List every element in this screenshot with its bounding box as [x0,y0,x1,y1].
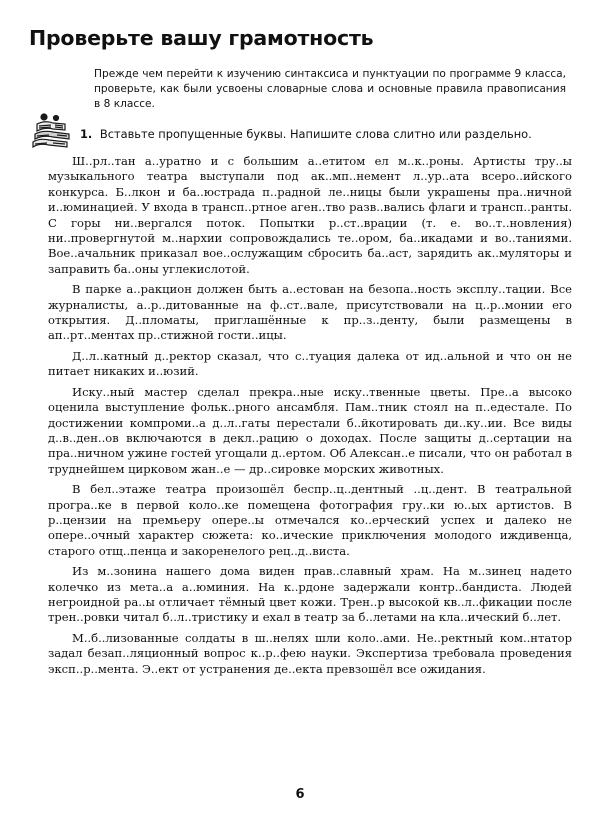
page-number: 6 [295,787,305,802]
task-number: 1. [80,127,93,141]
intro-paragraph: Прежде чем перейти к изучению синтаксиса и пунктуации по программе 9 класса, проверьте, как были усвоены словарные слова и основные правила правописания в 8 классе. [94,68,566,110]
exercise-paragraph: Иску..ный мастер сделал прекра..ные иску..твенные цветы. Пре..а высоко оценила выступление фольк..рного ансамбля. Пам..тник стоял на п..едестале. По достижении компроми..а д..л..гаты перестали б..йкотировать ди..ку..ии. Все виды д..в..ден..ов включаются в декл..рацию о доходах. После защиты д..сертации на пра..ничном ужине гостей угощали д..ертом. Об Алексан..е писали, что он работал в труднейшем цирковом жан..е — др..сировке морских животных. [48,384,572,476]
exercise-paragraph: Ш..рл..тан а..уратно и с большим а..етитом ел м..к..роны. Артисты тру..ы музыкального театра выступали под ак..мп..немент л..ур..ата всеро..ийского конкурса. Б..лкон и ба..юстрада п..радной ле..ницы были украшены пра..ничной и..юминацией. У входа в трансп..ртное аген..тво разв..вались флаги и трансп..ранты. С горы ни..вергался поток. Попытки р..ст..врации (т. е. во..т..новления) ни..провергнутой м..нархии сопровождались те..ором, ба..икадами и во..таниями. Вое..ачальник приказал вое..ослужащим сбросить ба..аст, зарядить ак..муляторы и заправить ба..оны углекислотой. [48,154,572,276]
task-text: Вставьте пропущенные буквы. Напишите слова слитно или раздельно. [99,127,532,141]
exercise-text [48,154,572,677]
exercise-paragraph: В парке а..ракцион должен быть а..естован на безопа..ность эксплу..тации. Все журналисты, а..р..дитованные на ф..ст..вале, присутствовали на ц..р..монии его открытия. Д..пломаты, приглашённые к пр..з..денту, были размещены в ап..рт..ментах пр..стижной гости..ицы. [48,282,572,343]
book-stack-icon [29,112,73,152]
exercise-paragraph: Д..л..катный д..ректор сказал, что с..туация далека от ид..альной и что он не питает никаких и..юзий. [48,348,572,379]
task-instruction [80,127,580,142]
page-title: Проверьте вашу грамотность [29,26,374,50]
exercise-paragraph: М..б..лизованные солдаты в ш..нелях шли коло..ами. Не..ректный ком..нтатор задал безап..ляционный вопрос к..р..фею науки. Экспертиза требовала проведения эксп..р..мента. Э..ект от устранения де..екта превзошёл все ожидания. [48,630,572,676]
exercise-paragraph: В бел..этаже театра произошёл беспр..ц..дентный ..ц..дент. В театральной програ..ке в первой коло..ке помещена фотография гру..ки ю..ых артистов. В р..цензии на премьеру опере..ы отмечался ко..ерческий успех и далеко не опере..очный характер сюжета: ко..ические приключения молодого иждивенца, старого отщ..пенца и закоренелого рец..д..виста. [48,482,572,558]
exercise-paragraph: Из м..зонина нашего дома виден прав..славный храм. На м..зинец надето колечко из мета..а а..юминия. На к..рдоне задержали контр..бандиста. Людей негроидной ра..ы отличает тёмный цвет кожи. Трен..р высокой кв..л..фикации после трен..ровки читал б..л..тристику и ехал в театр за б..летами на кла..ический б..лет. [48,564,572,625]
